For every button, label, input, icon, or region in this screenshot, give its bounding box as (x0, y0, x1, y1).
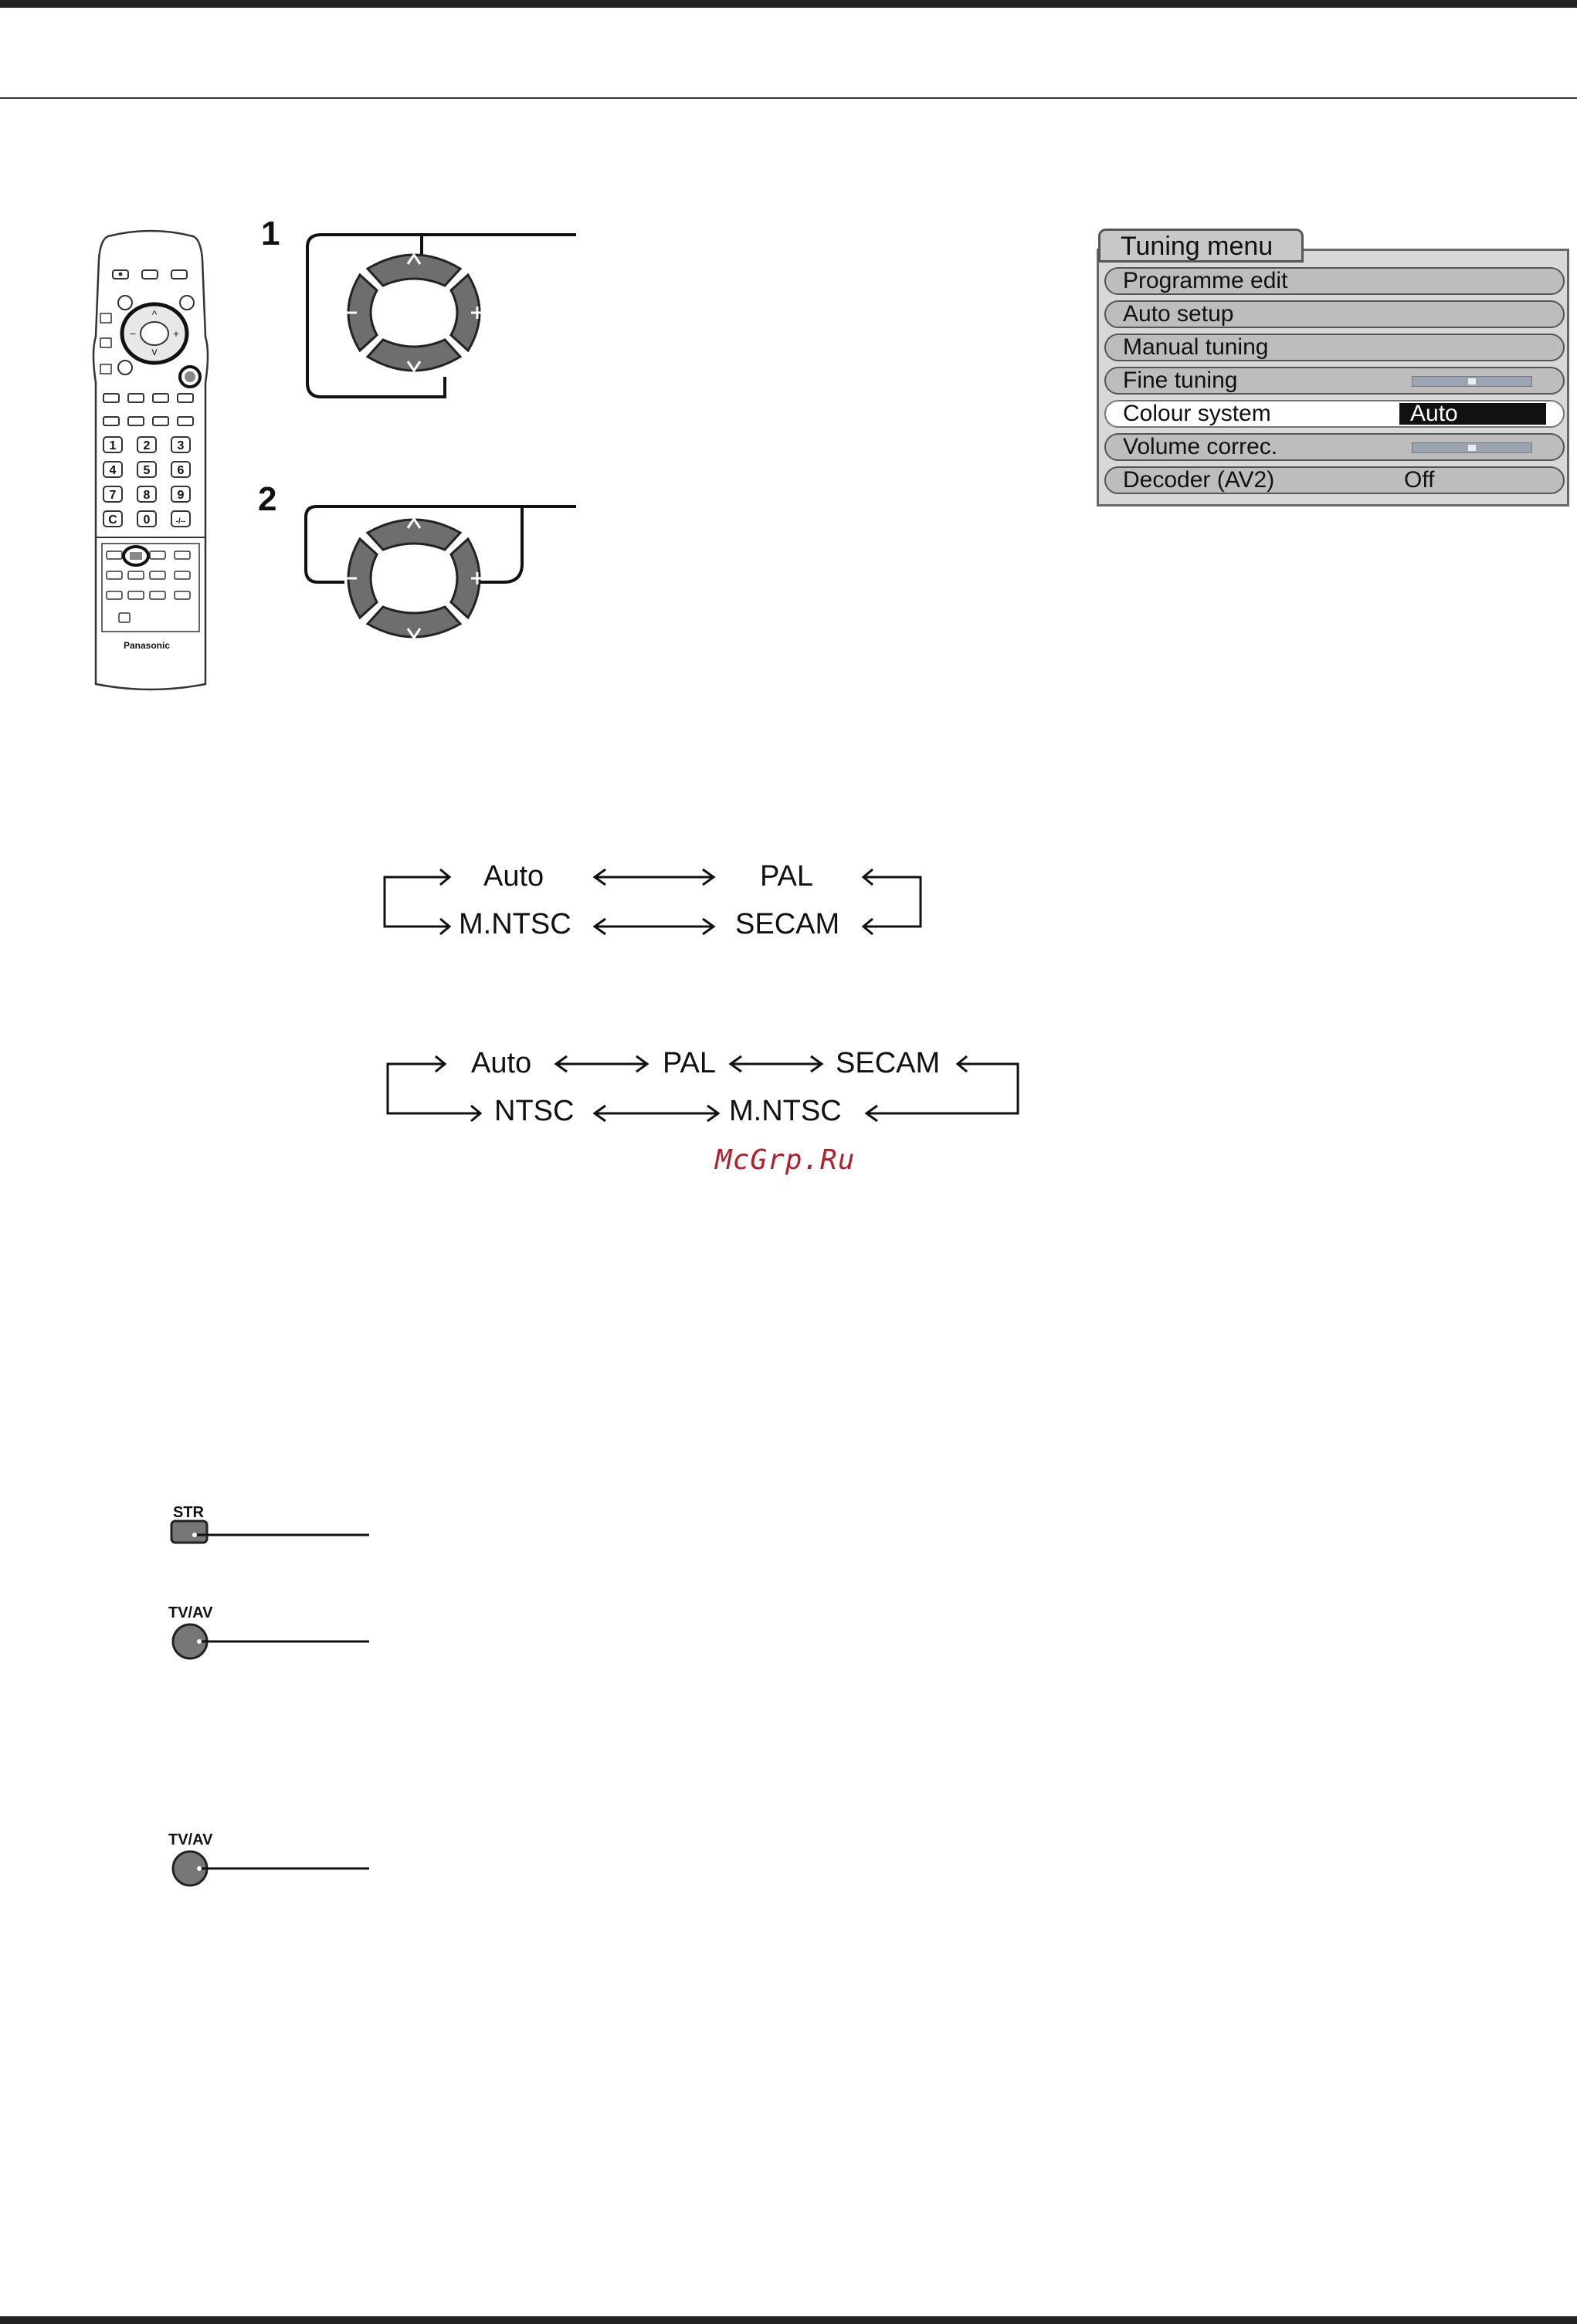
volume-correction-slider[interactable] (1412, 442, 1532, 453)
menu-item-programme-edit[interactable] (1104, 267, 1565, 295)
flow-b-auto: Auto (471, 1047, 532, 1079)
menu-item-colour-system[interactable] (1104, 400, 1565, 428)
numpad-key: 5 (143, 464, 151, 477)
slider-knob (1468, 445, 1476, 451)
step2-navigation-pad (301, 502, 576, 664)
fine-tuning-slider[interactable] (1412, 376, 1532, 387)
step-number-1: 1 (261, 215, 280, 252)
numpad-key: -/-- (175, 517, 186, 526)
numpad-key: 9 (177, 489, 185, 502)
flow-b-ntsc: NTSC (494, 1095, 575, 1127)
str-button (167, 1518, 371, 1546)
flow-a-secam: SECAM (735, 908, 840, 940)
colour-system-value: Auto (1399, 403, 1546, 425)
slider-knob (1468, 378, 1476, 385)
numpad-key: 2 (143, 439, 151, 452)
numpad-key: 3 (177, 439, 185, 452)
tvav-button-2 (167, 1848, 371, 1889)
numpad-key: 8 (143, 489, 151, 502)
bottom-rule (0, 2316, 1577, 2324)
numpad-key: C (108, 513, 117, 527)
step-number-2: 2 (258, 480, 277, 518)
flow-a-mntsc: M.NTSC (459, 908, 571, 940)
menu-item-label: Manual tuning (1123, 334, 1269, 360)
svg-text:+: + (172, 327, 180, 340)
tuning-menu-title: Tuning menu (1098, 229, 1304, 263)
menu-item-label: Decoder (AV2) (1123, 467, 1275, 493)
menu-item-manual-tuning[interactable] (1104, 334, 1565, 361)
remote-control-illustration (85, 229, 216, 695)
flow-b-secam: SECAM (836, 1047, 941, 1079)
menu-item-label: Auto setup (1123, 301, 1234, 327)
flow-b-pal: PAL (663, 1047, 717, 1079)
tvav-button (167, 1621, 371, 1662)
numpad-key: 4 (109, 464, 117, 477)
menu-item-fine-tuning[interactable] (1104, 367, 1565, 395)
top-rule (0, 0, 1577, 8)
numpad-key: 0 (143, 513, 151, 527)
tvav-button-label-2: TV/AV (168, 1831, 213, 1848)
remote-brand-label: Panasonic (123, 640, 171, 651)
numpad-key: 7 (109, 489, 117, 502)
flow-a-auto: Auto (483, 860, 544, 893)
numpad-key: 1 (109, 439, 117, 452)
flow-a-pal: PAL (760, 860, 814, 893)
menu-item-label: Volume correc. (1123, 434, 1278, 459)
menu-item-label: Colour system (1123, 401, 1271, 426)
menu-item-volume-correction[interactable] (1104, 433, 1565, 461)
svg-text:−: − (129, 327, 137, 340)
tuning-menu (1097, 229, 1571, 508)
str-button-label: STR (173, 1504, 204, 1521)
svg-text:^: ^ (151, 308, 158, 320)
step1-navigation-pad (306, 230, 576, 405)
decoder-value: Off (1404, 467, 1435, 493)
menu-item-auto-setup[interactable] (1104, 300, 1565, 328)
menu-item-label: Fine tuning (1123, 368, 1238, 393)
header-divider (0, 97, 1577, 99)
svg-text:v: v (151, 345, 158, 357)
watermark: McGrp.Ru (715, 1144, 856, 1176)
menu-item-decoder-av2[interactable] (1104, 466, 1565, 494)
menu-item-label: Programme edit (1123, 268, 1288, 293)
tvav-button-label: TV/AV (168, 1604, 213, 1621)
numpad-key: 6 (177, 464, 185, 477)
flow-b-mntsc: M.NTSC (729, 1095, 842, 1127)
